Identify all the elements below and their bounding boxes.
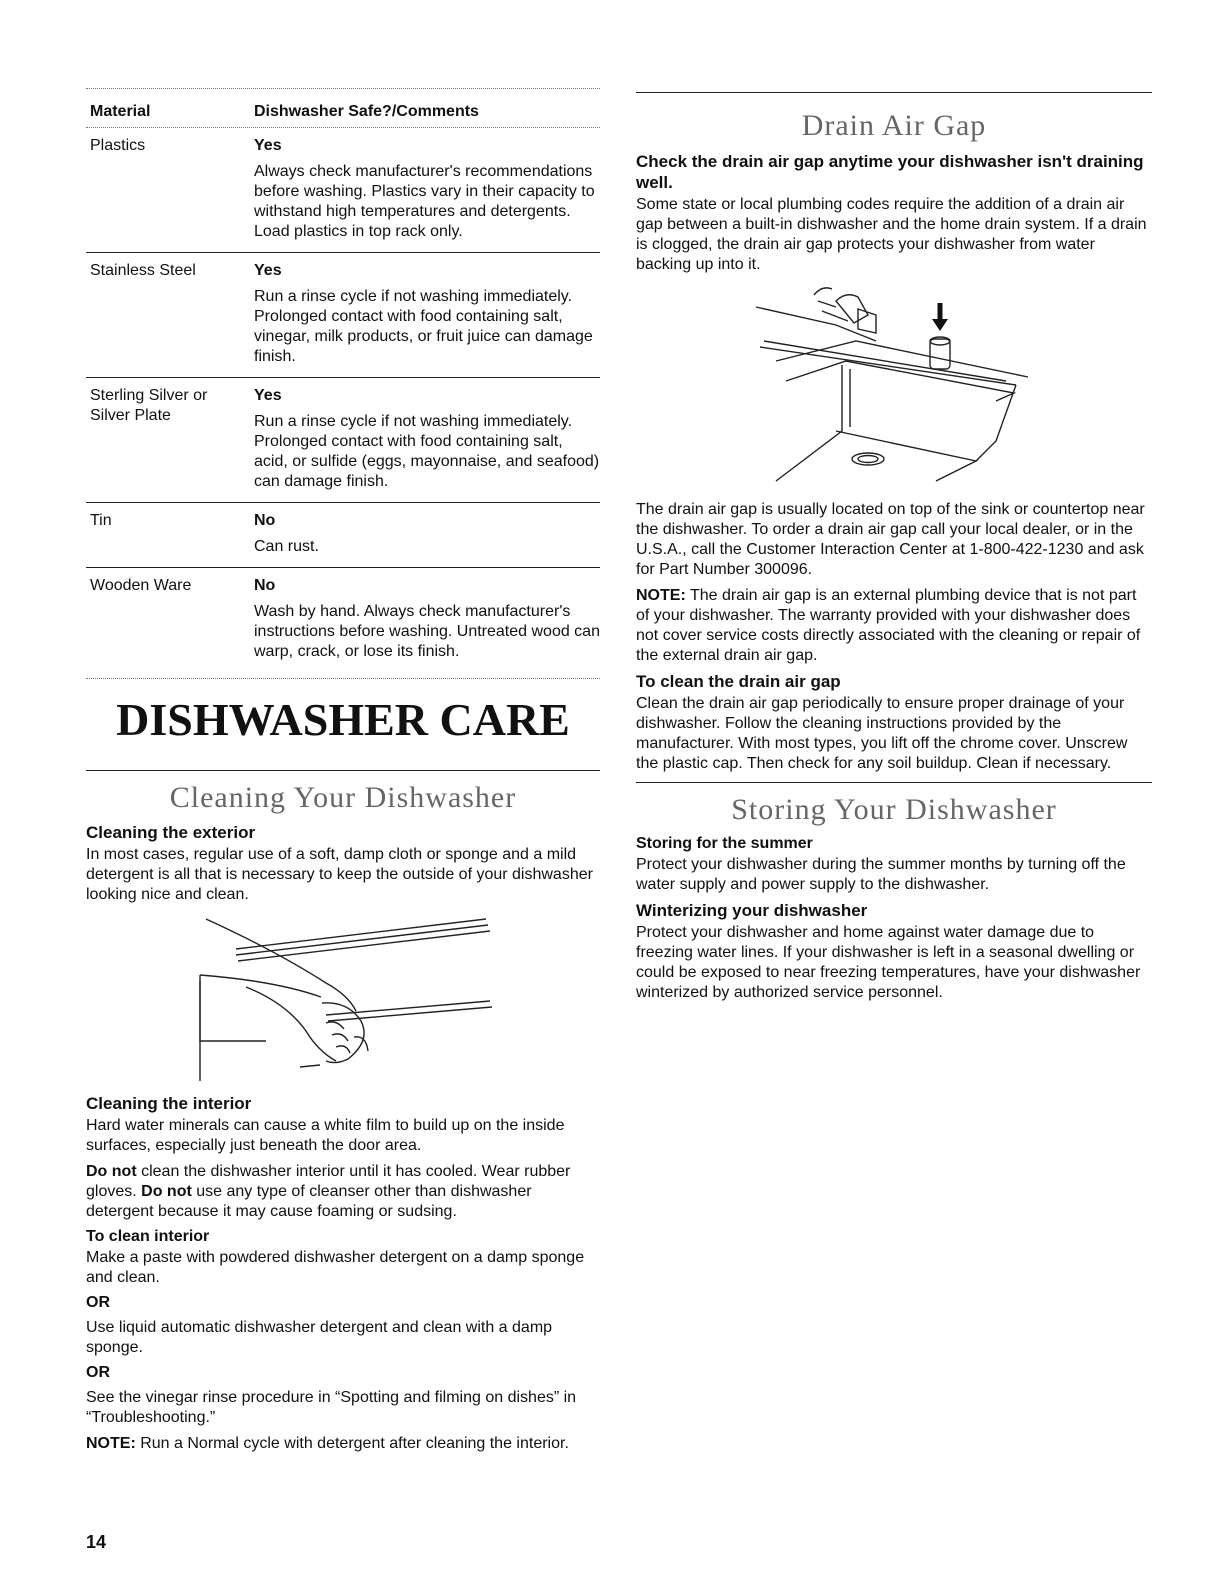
clean-drain-heading: To clean the drain air gap (636, 672, 841, 691)
section-title-storing: Storing Your Dishwasher (731, 793, 1057, 826)
material-cell: Wooden Ware (90, 577, 192, 594)
header-material: Material (90, 103, 151, 120)
section-rule (636, 92, 1152, 93)
answer: Yes (254, 262, 282, 279)
wiping-illustration (86, 911, 600, 1087)
note-text: The drain air gap is an external plumbing device that is not part of your dishwasher. The warranty provided with your dishwasher does not cover service costs directly associated with the cleaning or repair of the external drain air gap. (636, 587, 1141, 664)
step-liquid: Use liquid automatic dishwasher detergent and clean with a damp sponge. (86, 1319, 553, 1356)
note-text: Run a Normal cycle with detergent after cleaning the interior. (135, 1435, 569, 1452)
comment: Wash by hand. Always check manufacturer's instructions before washing. Untreated wood can warp, crack, or lose its finish. (254, 603, 600, 660)
comment-cell (254, 576, 600, 662)
comment-cell (254, 386, 600, 492)
table-header (86, 89, 600, 127)
interior-note (86, 1434, 600, 1454)
comment-cell (254, 136, 600, 242)
drain-air-gap-illustration (636, 281, 1152, 495)
chapter-title: DISHWASHER CARE (116, 694, 570, 745)
summer-text: Protect your dishwasher during the summer months by turning off the water supply and power supply to the dishwasher. (636, 856, 1126, 893)
warning-text: clean the dishwasher interior until it has cooled. Wear rubber gloves. (86, 1163, 571, 1200)
answer: No (254, 512, 276, 529)
note-label: NOTE: (636, 587, 686, 604)
table-row (86, 378, 600, 503)
or-separator: OR (86, 1364, 110, 1381)
to-clean-interior-heading: To clean interior (86, 1228, 210, 1245)
interior-text: Hard water minerals can cause a white film to build up on the inside surfaces, especially just beneath the door area. (86, 1117, 565, 1154)
exterior-heading: Cleaning the exterior (86, 823, 256, 842)
comment-cell (254, 261, 600, 367)
note-label: NOTE: (86, 1435, 136, 1452)
materials-table (86, 128, 600, 672)
comment: Always check manufacturer's recommendations before washing. Plastics vary in their capacity to withstand high temperatures and detergents. Load plastics in top rack only. (254, 163, 595, 240)
comment: Run a rinse cycle if not washing immediately. Prolonged contact with food containing salt, vinegar, milk products, or fruit juice can damage finish. (254, 288, 593, 365)
material-cell: Stainless Steel (90, 262, 196, 279)
clean-drain-text: Clean the drain air gap periodically to ensure proper drainage of your dishwasher. Follow the cleaning instructions provided by the manufacturer. With most types, you lift off the chrome cover. Unscrew the plastic cap. Then check for any soil buildup. Clean if necessary. (636, 695, 1128, 772)
page-number: 14 (86, 1532, 107, 1552)
step-vinegar: See the vinegar rinse procedure in “Spotting and filming on dishes” in “Troubleshooting.” (86, 1389, 577, 1426)
table-row (86, 253, 600, 378)
or-separator: OR (86, 1294, 110, 1311)
winter-text: Protect your dishwasher and home against water damage due to freezing water lines. If your dishwasher is left in a seasonal dwelling or could be exposed to near freezing temperatures, have your dishwasher winterized by authorized service personnel. (636, 924, 1141, 1001)
material-cell: Tin (90, 512, 112, 529)
comment: Run a rinse cycle if not washing immediately. Prolonged contact with food containing salt, acid, or sulfide (eggs, mayonnaise, and seafood) can damage finish. (254, 413, 600, 490)
drain-lead: Check the drain air gap anytime your dishwasher isn't draining well. (636, 152, 1144, 192)
answer: Yes (254, 137, 282, 154)
drain-intro: Some state or local plumbing codes require the addition of a drain air gap between a built-in dishwasher and the home drain system. If a drain is clogged, the drain air gap protects your dishwasher from water backing up into it. (636, 196, 1147, 273)
left-column (86, 88, 600, 1460)
table-bottom-rule (86, 678, 600, 679)
warning-text: use any type of cleanser other than dishwasher detergent because it may cause foaming or sudsing. (86, 1183, 532, 1220)
summer-heading: Storing for the summer (636, 835, 813, 852)
table-row (86, 503, 600, 568)
header-comments: Dishwasher Safe?/Comments (254, 103, 479, 120)
section-rule (636, 782, 1152, 783)
interior-heading: Cleaning the interior (86, 1094, 252, 1113)
right-column (636, 92, 1152, 1009)
step-paste: Make a paste with powdered dishwasher detergent on a damp sponge and clean. (86, 1249, 585, 1286)
do-not-label: Do not (86, 1163, 137, 1180)
answer: No (254, 577, 276, 594)
table-row (86, 128, 600, 253)
section-title-drain: Drain Air Gap (801, 109, 987, 142)
comment-cell (254, 511, 600, 557)
do-not-label: Do not (141, 1183, 192, 1200)
section-rule (86, 770, 600, 771)
winter-heading: Winterizing your dishwasher (636, 901, 868, 920)
section-title-cleaning: Cleaning Your Dishwasher (169, 781, 517, 814)
table-row (86, 568, 600, 672)
down-arrow-icon (932, 303, 948, 331)
exterior-text: In most cases, regular use of a soft, damp cloth or sponge and a mild detergent is all that is necessary to keep the outside of your dishwasher looking nice and clean. (86, 846, 593, 903)
material-cell: Sterling Silver or Silver Plate (90, 387, 208, 424)
material-cell: Plastics (90, 137, 146, 154)
answer: Yes (254, 387, 282, 404)
drain-note (636, 586, 1152, 666)
comment: Can rust. (254, 538, 319, 555)
drain-location: The drain air gap is usually located on top of the sink or countertop near the dishwasher. To order a drain air gap call your local dealer, or in the U.S.A., call the Customer Interaction Center at 1-800-422-1230 and ask for Part Number 300096. (636, 501, 1145, 578)
interior-warning (86, 1162, 600, 1222)
